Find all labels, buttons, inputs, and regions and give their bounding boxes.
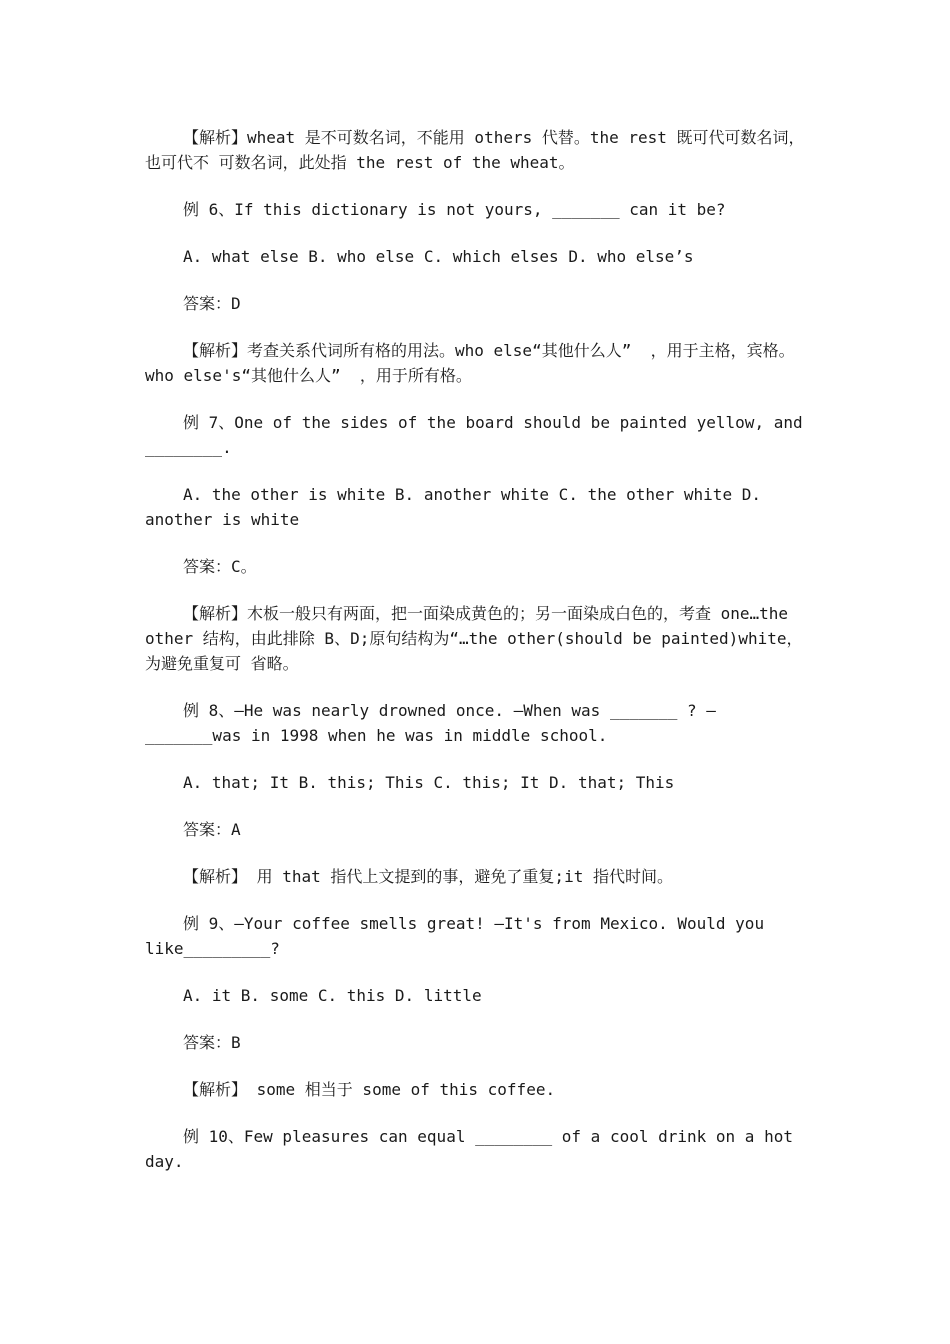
question-8-analysis: 【解析】 用 that 指代上文提到的事，避免了重复;it 指代时间。 bbox=[183, 867, 673, 886]
question-6-answer: 答案：D bbox=[183, 294, 241, 313]
question-8-answer: 答案：A bbox=[183, 820, 241, 839]
question-6-options: A. what else B. who else C. which elses D. who else’s bbox=[183, 247, 694, 266]
question-9: 例 9、—Your coffee smells great! —It's from Mexico. Would you like_________? bbox=[145, 914, 774, 958]
question-7-analysis: 【解析】木板一般只有两面，把一面染成黄色的；另一面染成白色的，考查 one…the other 结构，由此排除 B、D;原句结构为“…the other(should be painted)white，为避免重复可 省略。 bbox=[145, 604, 803, 673]
question-7: 例 7、One of the sides of the board should be painted yellow, and ________. bbox=[145, 413, 813, 457]
analysis-paragraph: 【解析】wheat 是不可数名词，不能用 others 代替。the rest 既可代可数名词，也可代不 可数名词，此处指 the rest of the wheat。 bbox=[145, 128, 805, 172]
question-7-answer: 答案：C。 bbox=[183, 557, 257, 576]
question-9-options: A. it B. some C. this D. little bbox=[183, 986, 482, 1005]
question-8: 例 8、—He was nearly drowned once. —When was _______ ? —_______was in 1998 when he was in middle school. bbox=[145, 701, 716, 745]
question-6: 例 6、If this dictionary is not yours, _______ can it be? bbox=[183, 200, 726, 219]
question-9-answer: 答案：B bbox=[183, 1033, 241, 1052]
question-6-analysis: 【解析】考查关系代词所有格的用法。who else“其他什么人” ，用于主格，宾格。who else's“其他什么人” ，用于所有格。 bbox=[145, 341, 795, 385]
question-8-options: A. that; It B. this; This C. this; It D. that; This bbox=[183, 773, 675, 792]
document-body bbox=[145, 125, 813, 1196]
question-7-options: A. the other is white B. another white C. the other white D. another is white bbox=[145, 485, 771, 529]
question-10: 例 10、Few pleasures can equal ________ of a cool drink on a hot day. bbox=[145, 1127, 803, 1171]
question-9-analysis: 【解析】 some 相当于 some of this coffee. bbox=[183, 1080, 556, 1099]
